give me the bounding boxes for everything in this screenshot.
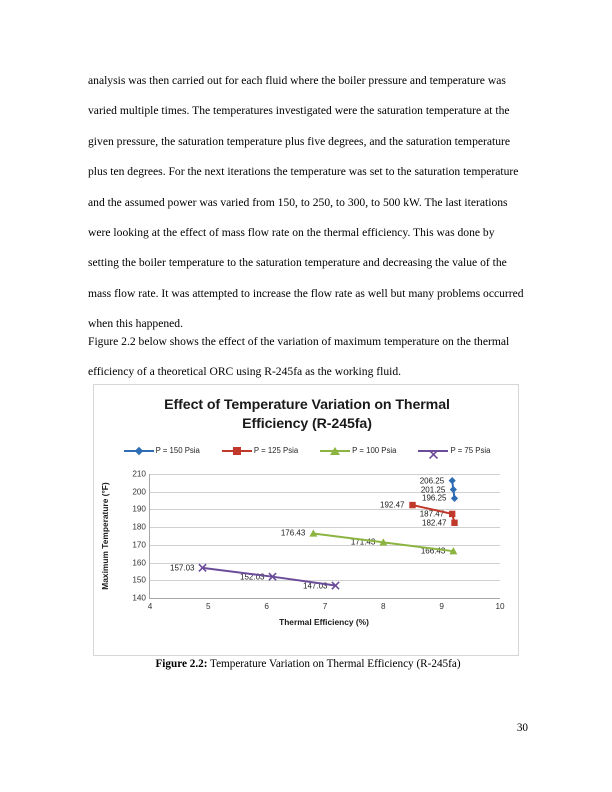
y-axis-tick-label: 200 bbox=[132, 487, 146, 497]
legend-label: P = 75 Psia bbox=[450, 446, 491, 455]
y-axis-tick-label: 170 bbox=[132, 540, 146, 550]
data-point-label: 147.03 bbox=[303, 581, 328, 591]
series-point-marker bbox=[451, 495, 458, 502]
figure-chart-container bbox=[93, 384, 519, 656]
chart-legend bbox=[94, 445, 520, 456]
legend-item bbox=[222, 445, 298, 456]
x-axis-tick-label: 5 bbox=[206, 602, 211, 611]
x-axis-tick-label: 6 bbox=[264, 602, 269, 611]
legend-label: P = 150 Psia bbox=[155, 446, 200, 455]
y-axis-tick-label: 150 bbox=[132, 575, 146, 585]
series-point-marker bbox=[409, 502, 415, 508]
y-axis-tick-label: 160 bbox=[132, 558, 146, 568]
x-axis-title: Thermal Efficiency (%) bbox=[279, 617, 369, 627]
x-axis-tick-label: 10 bbox=[495, 602, 505, 611]
page-number: 30 bbox=[516, 722, 528, 734]
data-point-label: 201.25 bbox=[420, 485, 446, 494]
series-point-marker bbox=[451, 520, 457, 526]
legend-label: P = 125 Psia bbox=[253, 446, 299, 455]
series-point-marker bbox=[450, 486, 457, 493]
data-point-label: 157.03 bbox=[170, 563, 195, 573]
legend-key-x-icon bbox=[418, 445, 448, 456]
chart-title bbox=[94, 396, 520, 434]
legend-item bbox=[320, 445, 396, 456]
legend-item bbox=[124, 445, 200, 456]
data-point-label: 166.43 bbox=[420, 546, 446, 556]
body-paragraph-2: Figure 2.2 below shows the effect of the variation of maximum temperature on the thermal efficiency of a theoretical ORC using R-245fa as the working fluid. bbox=[88, 335, 510, 379]
chart-plot-area bbox=[132, 469, 505, 611]
data-point-label: 187.47 bbox=[419, 509, 445, 519]
x-axis-tick-label: 9 bbox=[439, 602, 444, 611]
series-line bbox=[203, 568, 336, 586]
y-axis-title: Maximum Temperature (°F) bbox=[100, 482, 110, 590]
data-point-label: 152.03 bbox=[240, 572, 265, 582]
chart-series-layer bbox=[150, 474, 500, 598]
series-line bbox=[413, 505, 455, 523]
x-axis-tick-label: 8 bbox=[381, 602, 386, 611]
y-axis-tick-label: 180 bbox=[132, 522, 146, 532]
data-point-label: 171.43 bbox=[350, 537, 376, 547]
legend-key-diamond-icon bbox=[124, 445, 154, 456]
series-point-marker bbox=[449, 511, 455, 517]
legend-key-square-icon bbox=[222, 445, 252, 456]
body-paragraph-1: analysis was then carried out for each fluid where the boiler pressure and temperature was varied multiple times. The temperatures investigated were the saturation temperature at the given pressure, the saturation temperature plus five degrees, and the saturation temperature plus ten degrees. For the next iterations the temperature was set to the saturation temperature and the assumed power was varied from 150, to 250, to 300, to 500 kW. The last iterations were looking at the effect of mass flow rate on the thermal efficiency. This was done by setting the boiler temperature to the saturation temperature and decreasing the value of the mass flow rate. It was attempted to increase the flow rate as well but many problems occurred when this happened. bbox=[88, 74, 524, 331]
legend-key-triangle-icon bbox=[320, 445, 350, 456]
data-point-label: 196.25 bbox=[422, 493, 447, 503]
data-point-label: 206.25 bbox=[419, 476, 445, 486]
data-point-label: 192.47 bbox=[380, 500, 405, 510]
chart-title-line-1: Effect of Temperature Variation on Thermal bbox=[164, 397, 450, 413]
legend-item bbox=[418, 445, 490, 456]
legend-label: P = 100 Psia bbox=[352, 446, 397, 455]
y-axis-tick-label: 190 bbox=[132, 504, 146, 514]
y-axis-tick-label: 210 bbox=[132, 469, 146, 479]
series-point-marker bbox=[449, 477, 456, 484]
data-point-label: 176.43 bbox=[280, 528, 306, 538]
figure-caption bbox=[88, 658, 528, 670]
x-axis-tick-label: 4 bbox=[147, 602, 153, 611]
x-axis-tick-label: 7 bbox=[322, 602, 328, 611]
data-point-label: 182.47 bbox=[422, 518, 447, 528]
y-axis-tick-label: 140 bbox=[132, 593, 146, 603]
chart-title-line-2: Efficiency (R-245fa) bbox=[242, 416, 372, 432]
figure-caption-label: Figure 2.2: bbox=[155, 658, 208, 670]
figure-caption-text: Temperature Variation on Thermal Efficiency (R-245fa) bbox=[207, 658, 461, 670]
